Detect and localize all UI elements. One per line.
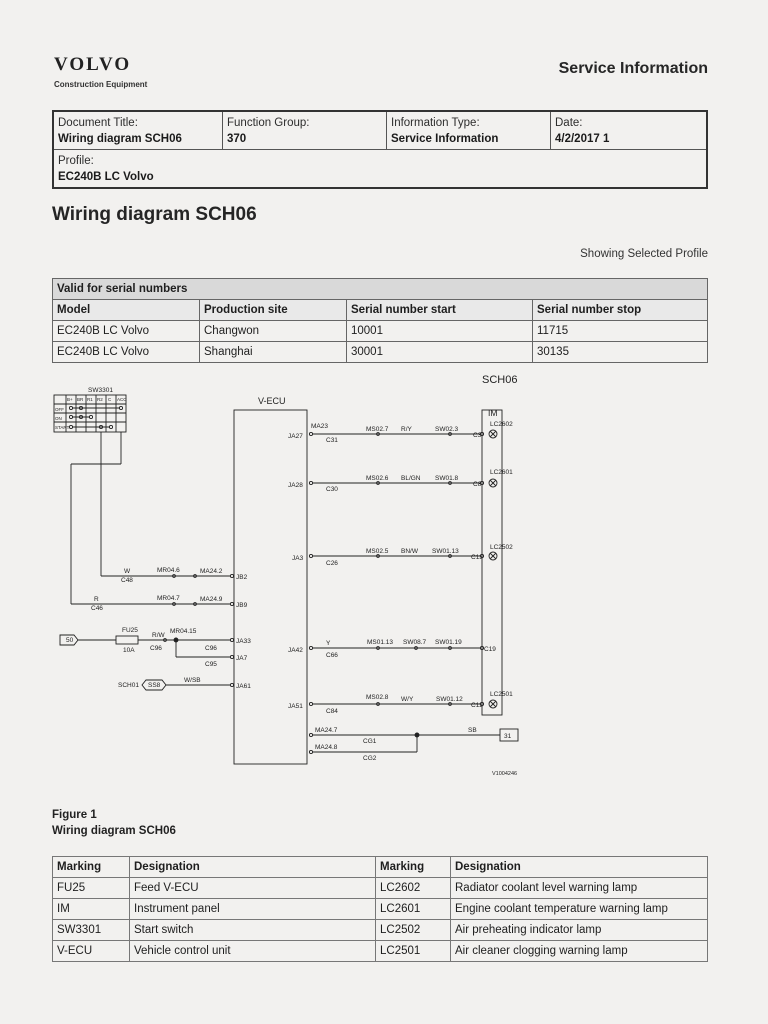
- wire-id-label: C96: [205, 645, 217, 652]
- image-id-label: V1004246: [492, 771, 518, 777]
- im-pin-label: C12: [471, 702, 483, 709]
- wiring-diagram: [52, 370, 532, 785]
- wire-ma-label: MA24.7: [315, 727, 338, 734]
- switch-col-label: R2: [97, 397, 103, 402]
- wire-id-label: C46: [91, 605, 103, 612]
- document-title-value: Wiring diagram SCH06: [58, 133, 182, 145]
- im-pin-label: C19: [484, 646, 496, 653]
- wire-color-label: W/Y: [401, 696, 414, 703]
- im-pin-label: C3: [473, 432, 482, 439]
- wire-id-label: C96: [150, 645, 162, 652]
- wire-color-label: W: [124, 568, 131, 575]
- im-pin-label: C8: [473, 481, 482, 488]
- wire-sw-label: SW01.12: [436, 696, 463, 703]
- table-cell: Air preheating indicator lamp: [451, 920, 708, 941]
- wire-ms-label: MS02.6: [366, 475, 389, 482]
- designation-table: [52, 856, 708, 962]
- table-cell: 10001: [347, 321, 533, 342]
- serial-header-start: Serial number start: [347, 300, 533, 321]
- ecu-pin-label: JA28: [288, 482, 303, 489]
- wire-color-label: Y: [326, 640, 331, 647]
- wire-id-label: C66: [326, 652, 338, 659]
- table-cell: SW3301: [53, 920, 130, 941]
- figure-caption: Wiring diagram SCH06: [52, 825, 176, 837]
- switch-row-label: START: [55, 425, 70, 430]
- wire-color-label: W/SB: [184, 677, 201, 684]
- lamp-label: LC2502: [490, 544, 513, 551]
- table-cell: LC2501: [376, 941, 451, 962]
- table-cell: Engine coolant temperature warning lamp: [451, 899, 708, 920]
- ecu-pin-label: JA3: [292, 555, 304, 562]
- wire-color-label: BN/W: [401, 548, 418, 555]
- wire-ms-label: MS02.7: [366, 426, 389, 433]
- serial-number-table: [52, 278, 708, 363]
- table-cell: 11715: [533, 321, 708, 342]
- table-cell: Shanghai: [200, 342, 347, 363]
- serial-header-stop: Serial number stop: [533, 300, 708, 321]
- feed-box-label: 50: [66, 637, 74, 644]
- diagram-title: SCH06: [482, 374, 518, 386]
- lamp-label: LC2601: [490, 469, 513, 476]
- ecu-pin-label: JA61: [236, 683, 251, 690]
- information-type-label: Information Type:: [391, 117, 480, 129]
- table-cell: EC240B LC Volvo: [53, 342, 200, 363]
- ecu-pin-label: JA42: [288, 647, 303, 654]
- table-row: [53, 878, 708, 899]
- table-row: [53, 342, 708, 363]
- profile-value: EC240B LC Volvo: [58, 171, 154, 183]
- table-cell: FU25: [53, 878, 130, 899]
- switch-col-label: R1: [87, 397, 93, 402]
- wire-id-label: C95: [205, 661, 217, 668]
- im-pin-label: C13: [471, 554, 483, 561]
- ground-box-label: 31: [504, 733, 512, 740]
- table-cell: Start switch: [130, 920, 376, 941]
- wire-to-label: MA24.9: [200, 596, 223, 603]
- table-cell: Vehicle control unit: [130, 941, 376, 962]
- date-label: Date:: [555, 117, 583, 129]
- switch-col-label: B+: [67, 397, 73, 402]
- table-row: [53, 899, 708, 920]
- profile-note: Showing Selected Profile: [580, 248, 708, 260]
- profile-label: Profile:: [58, 155, 94, 167]
- brand-subtitle: Construction Equipment: [54, 80, 148, 89]
- lamp-label: LC2501: [490, 691, 513, 698]
- wire-to-label: MA24.2: [200, 568, 223, 575]
- wire-sw-label: SW01.19: [435, 639, 462, 646]
- desig-header-designation: Designation: [130, 857, 376, 878]
- page-title: Wiring diagram SCH06: [52, 204, 257, 225]
- wire-ms-label: MS02.5: [366, 548, 389, 555]
- fuse-label: FU25: [122, 627, 138, 634]
- table-cell: 30001: [347, 342, 533, 363]
- function-group-value: 370: [227, 133, 247, 145]
- wire-color-label: R: [94, 596, 99, 603]
- wire-id-label: C31: [326, 437, 338, 444]
- table-cell: LC2601: [376, 899, 451, 920]
- ecu-pin-label: JB2: [236, 574, 248, 581]
- table-cell: Changwon: [200, 321, 347, 342]
- desig-header-marking: Marking: [53, 857, 130, 878]
- ecu-pin-label: JB9: [236, 602, 248, 609]
- ecu-pin-label: JA27: [288, 433, 303, 440]
- wire-id-label: CG2: [363, 755, 377, 762]
- document-info-table: [52, 110, 708, 189]
- table-cell: Radiator coolant level warning lamp: [451, 878, 708, 899]
- table-cell: LC2602: [376, 878, 451, 899]
- wire-ms-label: MS02.8: [366, 694, 389, 701]
- table-cell: LC2502: [376, 920, 451, 941]
- table-cell: IM: [53, 899, 130, 920]
- wire-id-label: C84: [326, 708, 338, 715]
- wire-sw-label: SW01.8: [435, 475, 459, 482]
- wire-color-label: BL/GN: [401, 475, 421, 482]
- switch-col-label: C: [108, 397, 112, 402]
- wire-sw-label: SW01.13: [432, 548, 459, 555]
- wire-ma-label: MA24.8: [315, 744, 338, 751]
- table-cell: 30135: [533, 342, 708, 363]
- table-cell: EC240B LC Volvo: [53, 321, 200, 342]
- table-row: [53, 941, 708, 962]
- table-row: [53, 920, 708, 941]
- switch-col-label: ACC: [117, 397, 127, 402]
- wire-ma-label: MA23: [311, 423, 328, 430]
- table-cell: V-ECU: [53, 941, 130, 962]
- serial-header-site: Production site: [200, 300, 347, 321]
- wire-id-label: C48: [121, 577, 133, 584]
- ecu-label: V-ECU: [258, 396, 286, 406]
- ecu-pin-label: JA7: [236, 655, 248, 662]
- wire-sw-label: SW02.3: [435, 426, 459, 433]
- switch-row-label: ON: [55, 416, 62, 421]
- ecu-pin-label: JA51: [288, 703, 303, 710]
- figure-label: Figure 1: [52, 809, 97, 821]
- table-cell: Feed V-ECU: [130, 878, 376, 899]
- wire-id-label: C30: [326, 486, 338, 493]
- information-type-value: Service Information: [391, 133, 499, 145]
- wire-sw-label: SW08.7: [403, 639, 427, 646]
- wire-from-label: MR04.7: [157, 595, 180, 602]
- wire-from-label: MR04.6: [157, 567, 180, 574]
- wire-color-label: R/W: [152, 632, 165, 639]
- switch-row-label: OFF: [55, 407, 64, 412]
- im-label: IM: [488, 408, 498, 418]
- sch-ref-label: SCH01: [118, 682, 139, 689]
- wire-ms-label: MS01.13: [367, 639, 394, 646]
- table-row: [53, 321, 708, 342]
- function-group-label: Function Group:: [227, 117, 310, 129]
- fuse-rating-label: 10A: [123, 647, 135, 654]
- table-cell: Instrument panel: [130, 899, 376, 920]
- wire-color-label: R/Y: [401, 426, 412, 433]
- desig-header-designation: Designation: [451, 857, 708, 878]
- lamp-label: LC2602: [490, 421, 513, 428]
- serial-header-model: Model: [53, 300, 200, 321]
- date-value: 4/2/2017 1: [555, 133, 610, 145]
- wire-id-label: CG1: [363, 738, 377, 745]
- ecu-pin-label: JA33: [236, 638, 251, 645]
- brand-logo: VOLVO: [54, 54, 132, 75]
- document-title-label: Document Title:: [58, 117, 138, 129]
- sch-ref-pin-label: SS8: [148, 682, 161, 689]
- wire-id-label: C26: [326, 560, 338, 567]
- switch-col-label: BR: [77, 397, 84, 402]
- serial-table-band: Valid for serial numbers: [53, 279, 708, 300]
- table-cell: Air cleaner clogging warning lamp: [451, 941, 708, 962]
- wire-color-label: SB: [468, 727, 477, 734]
- wire-from-label: MR04.15: [170, 628, 197, 635]
- desig-header-marking: Marking: [376, 857, 451, 878]
- document-heading: Service Information: [558, 60, 708, 77]
- switch-label: SW3301: [88, 387, 113, 394]
